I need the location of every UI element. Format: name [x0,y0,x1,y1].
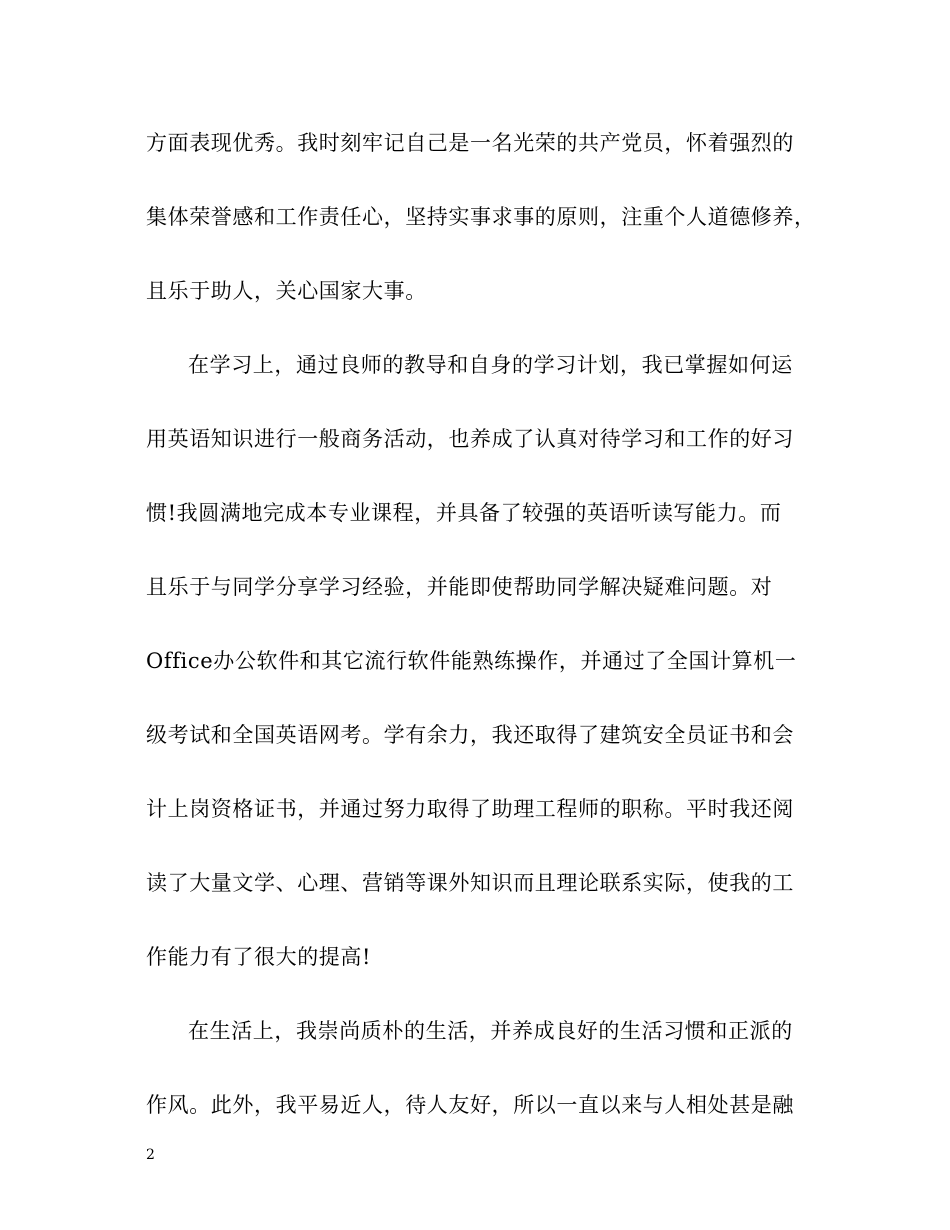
page-number: 2 [146,1147,155,1163]
body-line: Office办公软件和其它流行软件能熟练操作，并通过了全国计算机一 [146,649,797,673]
body-line: 读了大量文学、心理、营销等课外知识而且理论联系实际，使我的工 [146,871,794,895]
body-line: 且乐于助人，关心国家大事。 [146,279,427,303]
body-line: 集体荣誉感和工作责任心，坚持实事求事的原则，注重个人道德修养， [146,205,816,229]
paragraph-start-line: 在生活上，我崇尚质朴的生活，并养成良好的生活习惯和正派的 [188,1019,793,1043]
body-line: 计上岗资格证书，并通过努力取得了助理工程师的职称。平时我还阅 [146,797,794,821]
body-line: 方面表现优秀。我时刻牢记自己是一名光荣的共产党员，怀着强烈的 [146,131,794,155]
body-line: 用英语知识进行一般商务活动，也养成了认真对待学习和工作的好习 [146,427,794,451]
body-line: 惯!我圆满地完成本专业课程，并具备了较强的英语听读写能力。而 [146,501,782,525]
body-line: 且乐于与同学分享学习经验，并能即使帮助同学解决疑难问题。对 [146,575,773,599]
body-line: 级考试和全国英语网考。学有余力，我还取得了建筑安全员证书和会 [146,723,794,747]
paragraph-start-line: 在学习上，通过良师的教导和自身的学习计划，我已掌握如何运 [188,353,793,377]
body-line: 作能力有了很大的提高! [146,945,372,969]
body-line: 作风。此外，我平易近人，待人友好，所以一直以来与人相处甚是融 [146,1093,794,1117]
